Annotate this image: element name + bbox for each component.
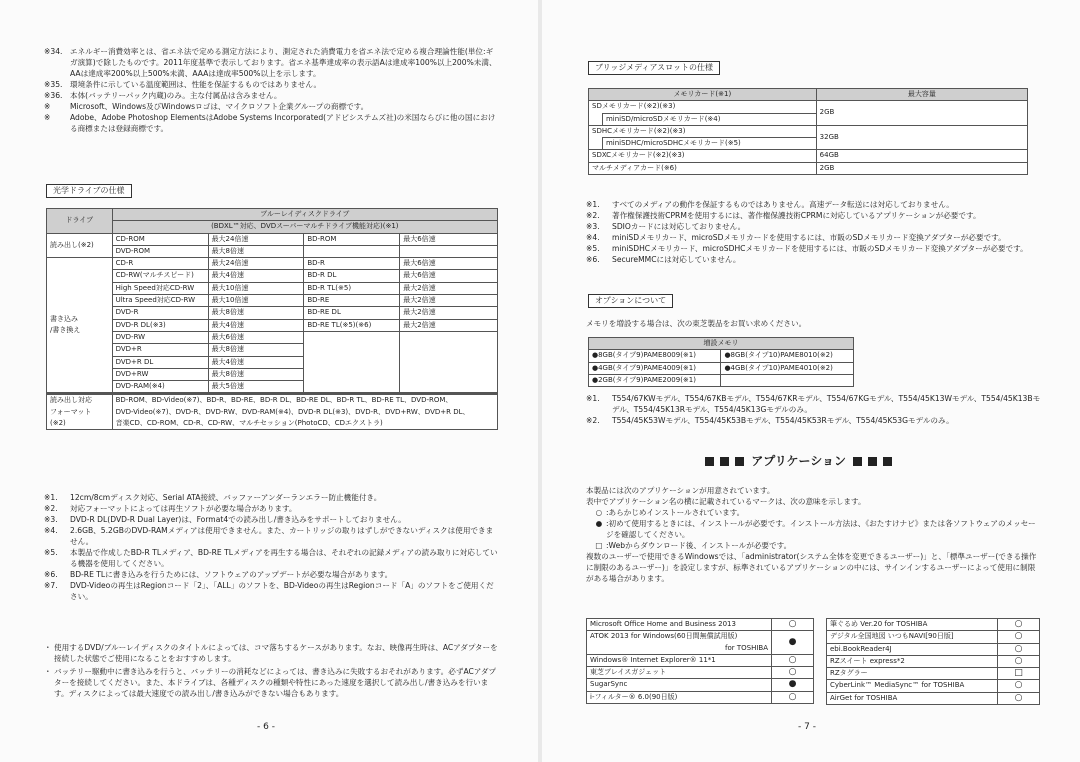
option-cell: ●8GB(タイプ10)PAME8010(※2) [721,350,854,362]
option-cell: ●4GB(タイプ10)PAME4010(※2) [721,362,854,374]
app-row [827,643,1040,655]
page-number: - 6 - [257,721,275,732]
note-text: SDIOカードには対応しておりません。 [612,222,746,231]
app-name-sub: for TOSHIBA [725,643,768,652]
note [586,393,1041,415]
note-marker: ※ [44,113,51,122]
table-row [47,295,498,307]
bullet-item [44,642,499,664]
note-marker: ※7. [44,581,58,590]
note-marker: ※1. [586,394,600,403]
note [44,503,499,514]
note-text: 12cm/8cmディスク対応、Serial ATA接続、バッファーアンダーランエラー防止機能付き。 [70,493,382,502]
square-bullet-icon [883,457,892,466]
note [44,79,499,90]
cell: CD-ROM [112,233,208,245]
note-marker: ※3. [586,222,600,231]
note-text: Adobe、Adobe Photoshop ElementsはAdobe Systems Incorporated(アドビシステムズ社)の米国ならびに他の国における商標または登録商標です。 [70,113,496,133]
cell [400,331,498,343]
bullet-text: 使用するDVD/ブルーレイディスクのタイトルによっては、コマ落ちするケースがあります。なお、映像再生時は、ACアダプターを接続した状態でご使用になることをおすすめします。 [54,643,498,663]
app-mark: ○ [772,619,814,631]
app-row [827,692,1040,704]
cell: 最大8倍速 [208,368,304,380]
option-notes [586,393,1041,426]
note [44,90,499,101]
note-marker: ※2. [586,416,600,425]
card-name: SDHCメモリカード(※2)(※3) [589,125,817,137]
option-cell [721,374,854,386]
card-name: SDメモリカード(※2)(※3) [589,101,817,113]
format-list [112,394,497,430]
cell [304,245,400,257]
note-text: DVD-R DL(DVD-R Dual Layer)は、Format4での読み出し/書き込みをサポートしておりません。 [70,515,406,524]
cell: 最大4倍速 [208,270,304,282]
cell: DVD-R [112,307,208,319]
bullet-item [44,666,499,699]
bd-drive-subheader: (BDXL™対応、DVDスーパーマルチドライブ機能対応)(※1) [112,221,497,233]
app-row [827,655,1040,667]
note-text: Microsoft、Windows及びWindowsロゴは、マイクロソフト企業グループの商標です。 [70,102,369,111]
memory-option-table [588,337,854,387]
note [586,254,1041,265]
cell [304,381,400,394]
note-text: miniSDメモリカード、microSDメモリカードを使用するには、市販のSDメモリカード変換アダプターが必要です。 [612,233,1006,242]
note-text: miniSDHCメモリカード、microSDHCメモリカードを使用するには、市販のSDメモリカード変換アダプターが必要です。 [612,244,1028,253]
note [44,101,499,112]
cell: 最大8倍速 [208,344,304,356]
app-name-text: SugarSync [590,680,628,689]
app-name [587,654,772,666]
left-page [0,0,538,762]
note-text: DVD-Videoの再生はRegionコード「2」、「ALL」のソフトを、BD-Videoの再生はRegionコード「A」のソフトをご使用ください。 [70,581,494,601]
app-name [827,631,998,643]
indent [589,113,603,125]
table-row [47,233,498,245]
cell [304,356,400,368]
cell: 最大4倍速 [208,319,304,331]
note-marker: ※6. [44,570,58,579]
square-bullet-icon [735,457,744,466]
note [586,232,1041,243]
cell: BD-R DL [304,270,400,282]
app-row [587,667,814,679]
cell: CD-RW(マルチスピード) [112,270,208,282]
applications-table-right [826,618,1040,705]
app-name-text: 筆ぐるめ Ver.20 for TOSHIBA [830,620,928,628]
table-row [47,381,498,394]
note-text: 2.6GB、5.2GBのDVD-RAMメディアは使用できません。また、カートリッジの取りはずしができないディスクは使用できません。 [70,526,494,546]
indent [589,138,603,150]
write-label-1: 書き込み [50,315,78,324]
note [44,514,499,525]
app-name [587,667,772,679]
legend-mark: ○ [595,508,603,517]
note-marker: ※1. [586,200,600,209]
drive-header: ドライブ [47,209,113,234]
app-mark: ● [772,679,814,691]
legend-mark: ● [595,519,603,528]
cell: BD-ROM [304,233,400,245]
app-mark: ○ [998,643,1040,655]
cell: BD-R [304,258,400,270]
note-text: T554/45K53Wモデル、T554/45K53Bモデル、T554/45K53Rモデル、T554/45K53Gモデルのみ。 [612,416,954,425]
cell: 最大6倍速 [208,331,304,343]
note-marker: ※6. [586,255,600,264]
square-bullet-icon [853,457,862,466]
cell: 最大2倍速 [400,295,498,307]
table-row [47,245,498,257]
cell: 最大10倍速 [208,282,304,294]
note [586,243,1041,254]
memory-card-header: メモリカード(※1) [589,89,817,101]
app-row [827,668,1040,680]
table-row [47,331,498,343]
legend-text: :あらかじめインストールされています。 [606,508,745,517]
card-capacity: 2GB [816,162,1027,174]
app-row [587,631,814,655]
application-heading [702,453,895,469]
cell: BD-R TL(※5) [304,282,400,294]
note-text: すべてのメディアの動作を保証するものではありません。高速データ転送には対応しておりません。 [612,200,954,209]
option-section-title: オプションについて [588,294,673,308]
note-marker: ※5. [44,548,58,557]
drive-bullets [44,642,499,701]
app-name-text: CyberLink™ MediaSync™ for TOSHIBA [830,681,965,690]
cell [400,245,498,257]
cell [400,381,498,394]
format-label-line: (※2) [50,419,66,428]
app-name [827,643,998,655]
cell: 最大2倍速 [400,319,498,331]
bullet-text: バッテリー駆動中に書き込みを行うと、バッテリーの消耗などによっては、書き込みに失敗するおそれがあります。必ずACアダプターを接続してください。また、本ドライブは、各種ディスクの種類や特性にあった速度を選択して読み出し/書き込みを行います。ディスクによっては最大速度での読み出し/書き込みができない場合もあります。 [54,667,497,698]
table-row [47,282,498,294]
cell: DVD+RW [112,368,208,380]
optical-drive-section-title: 光学ドライブの仕様 [46,184,132,198]
cell [304,331,400,343]
note [44,525,499,547]
cell: High Speed対応CD-RW [112,282,208,294]
cell [400,356,498,368]
option-cell: ●4GB(タイプ9)PAME4009(※1) [589,362,721,374]
note [44,112,499,134]
cell: 最大24倍速 [208,233,304,245]
applications-table-left [586,618,814,704]
legend-text: :初めて使用するときには、インストールが必要です。インストール方法は、《おたすけナビ》または各ソフトウェアのメッセージを確認してください。 [606,519,1036,539]
card-name: SDXCメモリカード(※2)(※3) [589,150,817,162]
cell: DVD-RW [112,331,208,343]
app-name [587,631,772,655]
option-intro: メモリを増設する場合は、次の東芝製品をお買い求めください。 [586,319,807,328]
cell: DVD+R [112,344,208,356]
format-label [47,394,113,430]
format-label-line: 読み出し対応 [50,396,92,405]
cell: 最大8倍速 [208,307,304,319]
app-mark: □ [998,668,1040,680]
write-label [47,258,113,394]
note-marker: ※5. [586,244,600,253]
card-subname: miniSDHC/microSDHCメモリカード(※5) [602,138,816,150]
energy-notes [44,46,499,134]
app-name [827,668,998,680]
application-intro [586,485,1041,584]
table-row [47,307,498,319]
bullet-icon: ・ [44,643,52,652]
app-intro-line: 表中でアプリケーション名の横に記載されているマークは、次の意味を示します。 [586,497,866,506]
note-text: エネルギー消費効率とは、省エネ法で定める測定方法により、測定された消費電力を省エネ法で定める複合理論性能(単位:ギガ演算)で除したものです。2011年度基準で表示しております。省エネ基準達成率の表示語Aは達成率100%以上200%未満、AAは達成率200%以上500%未満、AAAは達成率500%以上を示します。 [70,47,497,78]
note-marker: ※2. [44,504,58,513]
card-capacity: 64GB [816,150,1027,162]
app-name-text: ATOK 2013 for Windows(60日間無償試用版) [590,632,738,641]
app-row [587,679,814,691]
note [44,580,499,602]
note [44,569,499,580]
card-subname: miniSD/microSDメモリカード(※4) [602,113,816,125]
app-name [587,619,772,631]
note-marker: ※1. [44,493,58,502]
format-label-line: フォーマット [50,407,92,416]
app-row [587,619,814,631]
card-name: マルチメディアカード(※6) [589,162,817,174]
app-mark: ○ [998,692,1040,704]
bridge-media-section-title: ブリッジメディアスロットの仕様 [588,61,720,75]
app-row [587,691,814,703]
app-name [827,680,998,692]
bd-drive-header: ブルーレイディスクドライブ [112,209,497,221]
note [44,492,499,503]
app-mark: ○ [998,631,1040,643]
optical-drive-table [46,208,498,430]
cell: 最大24倍速 [208,258,304,270]
note-text: T554/67KWモデル、T554/67KBモデル、T554/67KRモデル、T554/67KGモデル、T554/45K13Wモデル、T554/45K13Bモデル、T554/45K13Rモデル、T554/45K13Gモデルのみ。 [612,394,1041,414]
app-mark: ● [772,631,814,655]
app-name-text: Microsoft Office Home and Business 2013 [590,620,736,628]
note-marker: ※3. [44,515,58,524]
app-mark: ○ [998,619,1040,631]
cell [304,344,400,356]
table-row [47,258,498,270]
app-usage-note: 複数のユーザーで使用できるWindowsでは、「administrator(システム全体を変更できるユーザー)」と、「標準ユーザー(できる操作に制限のあるユーザー)」を設定しますが、标準されているアプリケーションの中には、サインインするユーザーによって使用に制限がある場合があります。 [586,552,1037,583]
note-text: SecureMMCには対応していません。 [612,255,741,264]
cell: 最大6倍速 [400,233,498,245]
app-name-text: デジタル全国地図 いつもNAVI[90日版] [830,632,954,641]
table-row [47,356,498,368]
app-mark: ○ [998,680,1040,692]
note-marker: ※34. [44,47,63,56]
note-marker: ※35. [44,80,63,89]
bullet-icon: ・ [44,667,52,676]
note-text: 環境条件に示している温度範囲は、性能を保証するものではありません。 [70,80,322,89]
app-row [827,631,1040,643]
note-text: BD-RE TLに書き込みを行うためには、ソフトウェアのアップデートが必要な場合があります。 [70,570,393,579]
table-row [47,344,498,356]
cell: CD-R [112,258,208,270]
app-mark: ○ [772,654,814,666]
note [586,210,1041,221]
cell [400,344,498,356]
cell [400,368,498,380]
app-mark: ○ [772,667,814,679]
note-marker: ※36. [44,91,63,100]
app-name [827,692,998,704]
cell: DVD+R DL [112,356,208,368]
square-bullet-icon [705,457,714,466]
capacity-header: 最大容量 [816,89,1027,101]
cell: DVD-R DL(※3) [112,319,208,331]
cell: BD-RE TL(※5)(※6) [304,319,400,331]
cell: 最大8倍速 [208,245,304,257]
note-marker: ※4. [586,233,600,242]
note-marker: ※ [44,102,51,111]
app-name-text: AirGet for TOSHIBA [830,693,898,702]
write-label-2: /書き換え [50,326,81,335]
app-intro-line: 本製品には次のアプリケーションが用意されています。 [586,486,775,495]
app-name-text: RZタグラー [830,669,868,678]
cell [304,368,400,380]
square-bullet-icon [868,457,877,466]
note-text: 本体(バッテリーパック内蔵)のみ。主な付属品は含みません。 [70,91,282,100]
read-label: 読み出し(※2) [47,233,113,258]
page-number: - 7 - [798,721,816,732]
memory-card-table [588,88,1028,175]
cell: 最大4倍速 [208,356,304,368]
table-row [47,319,498,331]
format-line: BD-ROM、BD-Video(※7)、BD-R、BD-RE、BD-R DL、BD-RE DL、BD-R TL、BD-RE TL、DVD-ROM、 [115,396,453,405]
app-name [587,679,772,691]
app-name [827,619,998,631]
legend-row [586,518,1041,540]
option-header: 増設メモリ [589,338,854,350]
cell: BD-RE DL [304,307,400,319]
app-mark: ○ [772,691,814,703]
app-name-text: i-フィルター® 6.0(90日版) [590,692,678,701]
memory-card-notes [586,199,1041,265]
square-bullet-icon [720,457,729,466]
cell: 最大5倍速 [208,381,304,394]
note [586,415,1041,426]
cell: BD-RE [304,295,400,307]
note-marker: ※4. [44,526,58,535]
note [44,547,499,569]
cell: 最大6倍速 [400,258,498,270]
right-page [542,0,1080,762]
cell: 最大2倍速 [400,307,498,319]
app-name-text: RZスイート express*2 [830,656,905,665]
app-name-text: ebi.BookReader4J [830,644,892,653]
legend-mark: □ [595,541,603,550]
note [586,221,1041,232]
cell: DVD-RAM(※4) [112,381,208,394]
app-mark: ○ [998,655,1040,667]
option-cell: ●8GB(タイプ9)PAME8009(※1) [589,350,721,362]
app-row [587,654,814,666]
application-heading-text: アプリケーション [751,454,846,468]
note-text: 本製品で作成したBD-R TLメディア、BD-RE TLメディアを再生する場合は、それぞれの記録メディアの読み取りに対応している機器を使用してください。 [70,548,498,568]
app-row [827,680,1040,692]
note-marker: ※2. [586,211,600,220]
table-row [47,368,498,380]
legend-row [586,540,1041,551]
table-row [47,270,498,282]
cell: 最大6倍速 [400,270,498,282]
app-name-text: 東芝ブレイスガジェット [590,668,667,677]
note [44,46,499,79]
legend-row [586,507,1041,518]
cell: 最大2倍速 [400,282,498,294]
drive-notes [44,492,499,602]
cell: 最大10倍速 [208,295,304,307]
card-capacity: 32GB [816,125,1027,150]
cell: Ultra Speed対応CD-RW [112,295,208,307]
cell: DVD-ROM [112,245,208,257]
note [586,199,1041,210]
card-capacity: 2GB [816,101,1027,126]
app-name [827,655,998,667]
format-line: 音楽CD、CD-ROM、CD-R、CD-RW、マルチセッション(PhotoCD、CDエクストラ) [115,419,383,428]
app-name [587,691,772,703]
legend-text: :Webからダウンロード後、インストールが必要です。 [606,541,792,550]
app-name-text: Windows® Internet Explorer® 11*1 [590,655,716,664]
format-line: DVD-Video(※7)、DVD-R、DVD-RW、DVD-RAM(※4)、DVD-R DL(※3)、DVD-R、DVD+RW、DVD+R DL、 [115,407,470,416]
app-row [827,619,1040,631]
note-text: 著作権保護技術CPRMを使用するには、著作権保護技術CPRMに対応しているアプリケーションが必要です。 [612,211,981,220]
option-cell: ●2GB(タイプ9)PAME2009(※1) [589,374,721,386]
note-text: 対応フォーマットによっては再生ソフトが必要な場合があります。 [70,504,297,513]
